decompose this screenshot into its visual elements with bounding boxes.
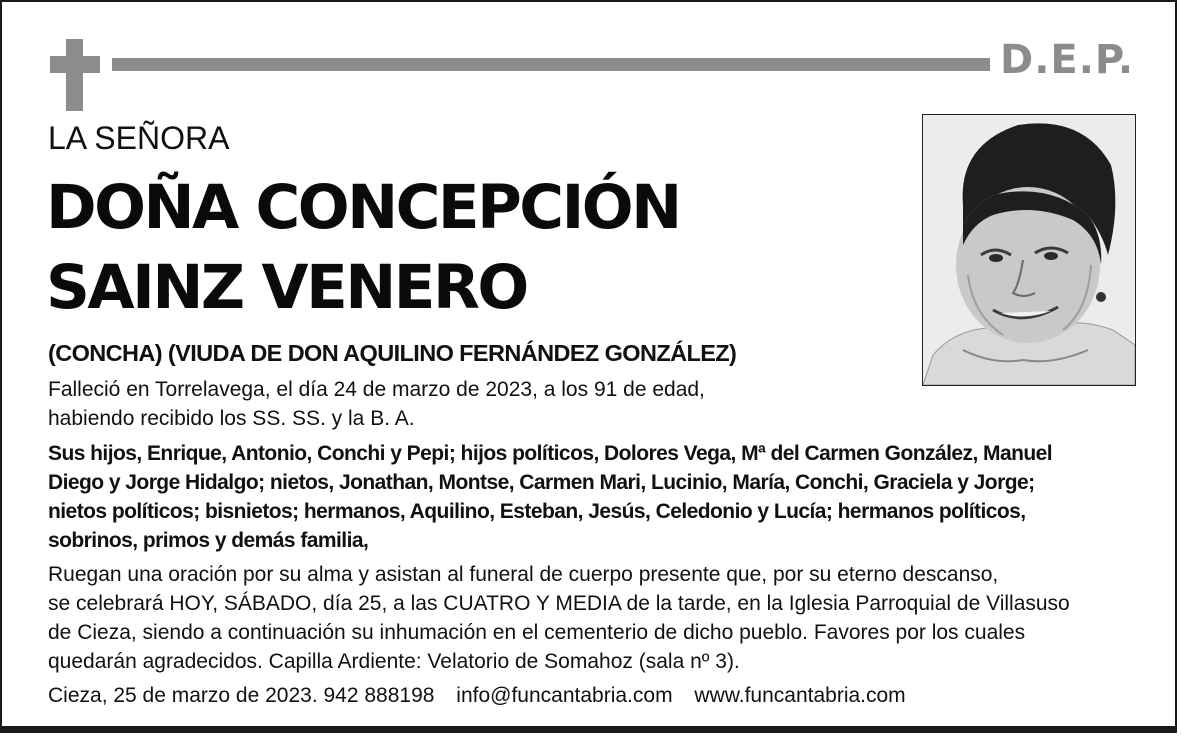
text-line: habiendo recibido los SS. SS. y la B. A. [48,407,415,430]
website-link[interactable]: www.funcantabria.com [694,684,906,707]
text-line: Diego y Jorge Hidalgo; nietos, Jonathan, Montse, Carmen Mari, Lucinio, María, Conchi, Graciela y Jorge; [48,471,1035,494]
deceased-name [46,168,680,328]
name-line: SAINZ VENERO [46,252,527,323]
nickname-widow-line: (CONCHA) (VIUDA DE DON AQUILINO FERNÁNDEZ GONZÁLEZ) [48,340,737,366]
text-line: Falleció en Torrelavega, el día 24 de marzo de 2023, a los 91 de edad, [48,378,705,401]
text-line: de Cieza, siendo a continuación su inhumación en el cementerio de dicho pueblo. Favores por los cuales [48,621,1026,644]
header-rule [112,58,990,71]
portrait-photo [922,114,1136,386]
family-list [48,439,1052,555]
text-line: Sus hijos, Enrique, Antonio, Conchi y Pepi; hijos políticos, Dolores Vega, Mª del Carmen González, Manuel [48,442,1053,465]
dep-label: D.E.P. [1000,37,1135,83]
cross-icon [66,39,83,111]
text-line: se celebrará HOY, SÁBADO, día 25, a las CUATRO Y MEDIA de la tarde, en la Iglesia Parroquial de Villasuso [48,592,1070,615]
name-line: DOÑA CONCEPCIÓN [46,172,680,243]
text-line: nietos políticos; bisnietos; hermanos, Aquilino, Esteban, Jesús, Celedonio y Lucía; hermanos políticos, [48,500,1026,523]
place-date-phone: Cieza, 25 de marzo de 2023. 942 888198 [48,684,435,707]
footer [48,681,922,710]
text-line: sobrinos, primos y demás familia, [48,529,369,552]
email-link[interactable]: info@funcantabria.com [456,684,673,707]
cross-icon-bar [50,56,100,73]
text-line: Ruegan una oración por su alma y asistan al funeral de cuerpo presente que, por su eterno descanso, [48,563,999,586]
text-line: quedarán agradecidos. Capilla Ardiente: Velatorio de Somahoz (sala nº 3). [48,650,740,673]
service-details [48,560,1070,676]
death-details [48,375,705,433]
honorific: LA SEÑORA [48,120,230,156]
